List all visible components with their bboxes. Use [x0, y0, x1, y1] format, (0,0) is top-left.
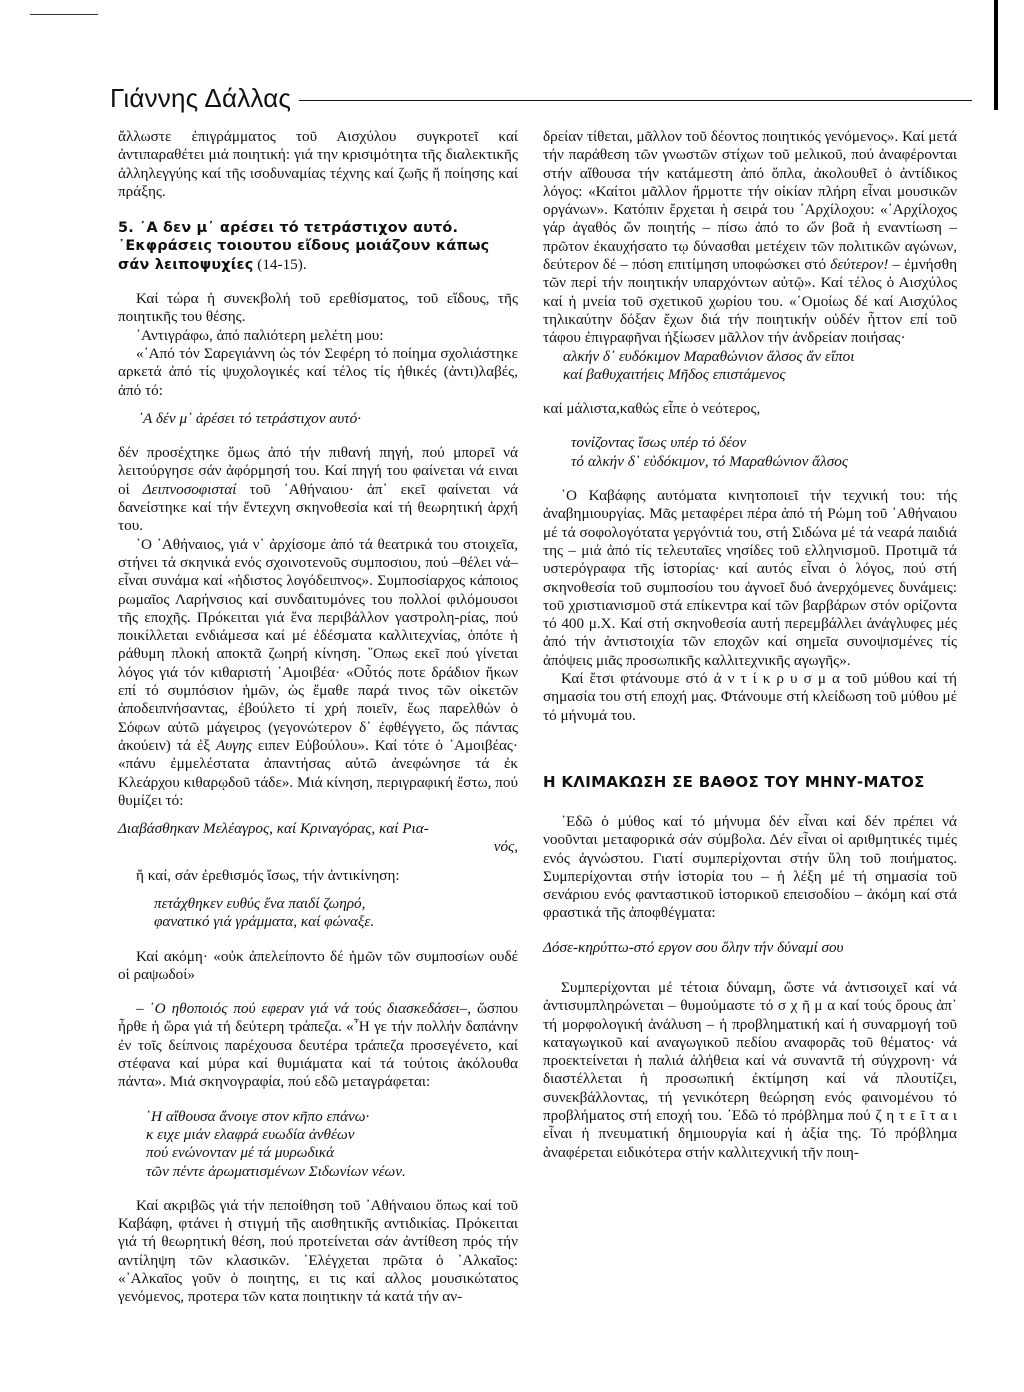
quote-line: Διαβάσθηκαν Μελέαγρος, καί Κριναγόρας, καί Ρια-	[118, 820, 429, 838]
text-run: τοῦ ᾿Αθήναιου· ἀπ᾿ εκεῖ φαίνεται νά δανείστηκε καί τήν ἔντεχνη σκηνοθεσία καί τή θεωρητική ἀρχή του.	[118, 480, 518, 535]
quote-line: πετάχθηκεν ευθύς ἕνα παιδί ζωηρό,	[154, 894, 366, 912]
text-run: δέν προσέχτηκε ὅμως ἀπό τήν πιθανή πηγή, πού μπορεῖ νά λειτούργησε σάν ἀφόρμησή του.	[118, 444, 518, 480]
heading-line: 5. ᾿Α δεν μ᾿ αρέσει τό τετράστιχον αυτό.	[118, 220, 459, 237]
quote-line: πού ενώνονταν μέ τά μυρωδικά	[146, 1144, 335, 1162]
quote-line: φανατικό γιά γράμματα, καί φώναξε.	[154, 913, 375, 931]
paragraph: Καί ἔτσι φτάνουμε στό ἀ ν τ ί κ ρ υ σ μ α τοῦ μύθου καί τή σημασία του στή εποχή μας. Φτάνουμε στή κλείδωση τοῦ μύθου μέ τό μήνυμά του.	[543, 670, 957, 724]
heading-ref: (14-15).	[253, 255, 307, 273]
text-run: Καί πηγή του φαίνεται νά ειναι οἱ	[118, 462, 518, 498]
text-run: ὥσπου ἦρθε ἡ ὥρα γιά τή δεύτερη τράπεζα. «῏Η γε τήν πολλήν δαπάνην ἐν τοῖς δείπνοις παρέχουσα δευτέρα τράπεζα προσεγένετο, καί στέφανα καί μύρα καί θυμιάματα καί τά τούτοις ἀκόλουθα πάντα». Μιά σκηνογραφία, πού εδῶ μεταγράφεται:	[118, 1000, 519, 1091]
text-run-italic: ὤν	[806, 219, 825, 237]
quote-block	[543, 348, 957, 385]
top-rule	[30, 14, 98, 15]
paragraph: «᾿Από τόν Σαρεγιάννη ὡς τόν Σεφέρη τό ποίημα σχολιάστηκε αρκετά ἀπό τίς ψυχολογικές καί τέλος τίς ἠθικές (ἀντι)λαβές, ἀπό τό:	[118, 344, 518, 399]
paragraph: καί μάλιστα,καθώς εἶπε ὁ νεότερος,	[543, 400, 761, 418]
right-column	[543, 128, 957, 1162]
text-run: –	[136, 1000, 150, 1018]
author-name: Γιάννης Δάλλας	[110, 82, 292, 113]
paragraph: ῾Ο Καβάφης αυτόματα κινητοποιεῖ τήν τεχνική του: τής ἀναβημιουργίας. Μᾶς μεταφέρει πέρα ἀπό τή Ρώμη τοῦ ᾿Αθήναιου μέ τά σοφολογότατα γεργόντιά του, στή Σιδώνα μέ τά νεαρά παιδιά της – μιά ἀπό τίς τελευταῖες νησίδες τοῦ ελληνισμοῦ. Προτιμᾶ τά υστερόγραφα τῆς ἱστορίας· καί αυτός εἶναι ὁ λόγος, πού στή σκηνοθεσία τοῦ συμποσίου του ἀγνοεῖ δυό ἀνερχόμενες δυνάμεις: τοῦ χριστιανισμοῦ στά επίκεντρα καί τῶν βαρβάρων στόν ορίζοντα τό 400 μ.Χ. Καί στή σκηνοθεσία αυτή περεμβάλλει ἀνάγλυφες μές ἀπό τήν ἀντιστοιχία τῶν εποχῶν καί σημεῖα συνοψισμένες τίς ἀπόψεις μιᾶς προσωπικῆς καλλιτεχνικῆς αγωγῆς».	[543, 487, 957, 669]
text-run: – ἐμνήσθη τῶν περί τήν ποιητικήν υπαρχόντων αὐτῷ». Καί τέλος ὁ Αισχύλος καί ἡ μνεία τοῦ σχετικοῦ χωρίου του. «῾Ομοίως δέ καί Αισχύλος τηλικαύτην δόξαν ἔχων διά τήν ποιητικήν οὐδέν ἧττον επί τοῦ τάφου ἐπιγραφῆναι ἠξίωσεν μᾶλλον τήν ἀνδρείαν ποιήσας·	[543, 256, 958, 347]
text-run-italic: δεύτερον!	[830, 256, 889, 274]
heading-line: ᾿Εκφράσεις τοιουτου εἴδους μοιάζουν κάπως	[118, 238, 490, 255]
quote-block	[118, 1108, 518, 1181]
paragraph: Καί τώρα ἡ συνεκβολή τοῦ ερεθίσματος, τοῦ εἴδους, τῆς ποιητικῆς του θέσης.	[118, 290, 518, 326]
paragraph	[543, 128, 957, 348]
paragraph: ᾿Εδῶ ὁ μύθος καί τό μήνυμα δέν εἶναι καί δέν πρέπει νά νοοῦνται μεταφορικά σάν σύμβολα. Δέν εἶναι οἱ αριθμητικές τιμές ενός ἀγνώστου. Γιατί συμπερίχονται στήν ὕλη τοῦ ποιήματος. Συμπερίχονται στήν ἱστορία του – ἡ λέξη μέ τή σημασία τοῦ σενάριου ενός φανταστικοῦ ἱστορικοῦ επεισοδίου – ἀκόμη καί στά φραστικά τῆς ἀποφθέγματα:	[543, 812, 957, 922]
text-run: ειπεν Εὐβούλου». Καί τότε ὁ ᾿Αμοιβέας· «πάνυ ἐμμελέστατα ἀπαντήσας αὐτῶ ἀνεφώνησε τά ἐκ Κλεάρχου κιθαρῳδοῦ τάδε». Μιά κίνηση, περιγραφική ἔστω, πού θυμίζει τό:	[118, 736, 518, 809]
quote-line: τό αλκήν δ᾿ εὐδόκιμον, τό Μαραθώνιον ἄλσος	[571, 452, 848, 470]
paragraph: ᾿Αντιγράφω, ἀπό παλιότερη μελέτη μου:	[136, 326, 384, 344]
text-run-italic: ῾Ο ηθοποιός πού εφεραν γιά νά τούς διασκεδάσει–,	[149, 1000, 472, 1018]
paragraph	[118, 444, 518, 535]
quote-line: τονίζοντας ἴσως υπέρ τό δέον	[571, 434, 747, 452]
quote-line: καί βαθυχαιτήεις Μῆδος επιστάμενος	[563, 365, 786, 383]
quote-line-end: νός,	[493, 838, 518, 856]
quote-line: Δόσε-κηρύττω-στό εργον σου ὅλην τήν δύναμί σου	[543, 938, 844, 956]
paragraph: ἄλλωστε ἐπιγράμματος τοῦ Αισχύλου συγκροτεῖ καί ἀντιπαραθέτει μιά ποιητική: γιά την κρισιμότητα τῆς διαλεκτικῆς ἀλληλεγγύης καί τῆς ισοδυναμίας τέχνης καί ζωῆς ἤ ποίησης καί πράξης.	[118, 128, 518, 200]
quote-line: τῶν πέντε ἀρωματισμένων Σιδωνίων νέων.	[146, 1162, 406, 1180]
quote-line: ῾Η αἴθουσα ἄνοιγε στον κῆπο επάνω·	[146, 1107, 370, 1125]
paragraph	[118, 1000, 518, 1091]
paragraph: ἤ καί, σάν ἐρεθισμός ἴσως, τήν ἀντικίνηση:	[136, 866, 400, 884]
paragraph	[118, 536, 518, 810]
header-rule	[299, 100, 972, 101]
quote-block	[118, 895, 518, 932]
quote-line: ᾿Α δέν μ᾿ ἀρέσει τό τετράστιχον αυτό·	[138, 409, 362, 427]
text-run: ῾Ο ᾿Αθήναιος, γιά ν᾿ ἀρχίσομε ἀπό τά θεατρικά του στοιχεῖα, στήνει τά σκηνικά ενός σχοινοτενοῦς συμποσιου, πού –θέλει νά– εἶναι συνάμα καί «ἡδιστος λογόδειπνος». Συμποσίαρχος κάποιος ρωμαῖος Λαρήνσιος καί συνδαιτυμόνες του πολλοί φιλόμουσοι τῆς εποχῆς. Πρόκειται γιά ἕνα περιβάλλον γαστρολη-ρίας, πού ποικίλλεται ενδιάμεσα καί μέ ἐδέσματα καλλιτεχνίας, ὁπότε ἡ ράθυμη πλοκή αποκτᾶ ζωηρή κίνηση. ῞Οπως εκεῖ πού γίνεται λόγος γιά τόν κιθαριστή ᾿Αμοιβέα· «Οὗτός ποτε δράδιον ἥκων επί τό συμπόσιον ἡμῶν, ὡς ἔμαθε παρά τινος τῶν οἰκετῶν ἀποδειπνήσαντας, ἐβούλετο τί χρή ποιεῖν, ἕως παρελθών ὁ Σόφων αὐτῶ μάγειρος (γεγονώτερον δ᾿ ἐφθέγγετο, ὥς πάντας ἀκούειν) τά ἐξ	[118, 535, 518, 754]
text-run-italic: Δειπνοσοφισταί	[142, 480, 237, 498]
edge-bar	[994, 0, 998, 110]
paragraph: Καί ακόμη· «οὐκ ἀπελείποντο δέ ἡμῶν τῶν συμποσίων ουδέ οἱ ραψωδοί»	[118, 947, 518, 983]
paragraph: Συμπερίχονται μέ τέτοια δύναμη, ὥστε νά ἀντισοιχεῖ καί νά ἀντισυμπληρώνεται – θυμούμαστε τό σ χ ῆ μ α καί τούς ὅρους ἀπ᾿ τή μορφολογική ἀνάλυση – ἡ προβληματική καί ἡ συναρμογή τοῦ καταγωγικοῦ καί αναγωγικοῦ πεδίου αναφορᾶς τοῦ θέματος· νά προεκτείνεται ἡ παλιά ἀλήθεια καί νά συναντᾶ τή σύγχρονη· νά διαστέλλεται ἡ προσωπική ἐκτίμηση καί νά πλουτίζει, συνεκβάλλοντας, τή γενικότερη θεώρηση ενός φαινομένου τό προβλήματος στή εποχή του. ᾿Εδῶ τό πρόβλημα πού ζ η τ ε ῖ τ α ι εἶναι ἡ πνευματική δημιουργία καί ἡ ἀξία της. Τό πρόβλημα ἀναφέρεται ειδικότερα στήν καλλιτεχνική τῆν ποιη-	[543, 978, 957, 1161]
quote-line: αλκήν δ᾿ ευδόκιμον Μαραθώνιον ἄλσος ἄν εἴποι	[563, 347, 855, 365]
text-run: δρείαν τίθεται, μᾶλλον τοῦ δέοντος ποιητικός γενόμενος». Καί μετά τήν παράθεση τῶν γνωστῶν στίχων τοῦ μελικοῦ, πού ἀναφέρονται στήν αἴθουσα τήν κατάμεστη ἀπό ὅπλα, ἀκολουθεῖ ὁ ἀντίδικος λόγος: «Καίτοι μᾶλλον ἥρμοττε τήν οἰκίαν πλήρη εἶναι μουσικῶν οργάνων». Κατόπιν ἔρχεται ἡ σειρά του ᾿Αρχίλοχου: «᾿Αρχίλοχος γάρ ἀγαθός ὤν ποιητής – πίσω ἀπό το	[543, 128, 957, 237]
quote-block	[543, 434, 957, 471]
section-5-heading	[118, 219, 518, 274]
section-title: Η ΚΛΙΜΑΚΩΣΗ ΣΕ ΒΑΘΟΣ ΤΟΥ ΜΗΝΥ-ΜΑΤΟΣ	[543, 772, 925, 791]
heading-line: σάν λειποψυχίες	[118, 256, 254, 273]
paragraph: Καί ακριβῶς γιά τήν πεποίθηση τοῦ ᾿Αθήναιου ὅπως καί τοῦ Καβάφη, φτάνει ἡ στιγμή τῆς αισθητικῆς αντιδικίας. Πρόκειται γιά τή θεωρητική θέση, πού προτείνεται σάν ἀντίθεση πρός τήν αντίληψη τῶν κλασικῶν. ᾿Ελέγχεται πρῶτα ὁ ᾿Αλκαῖος: «᾿Αλκαῖος γοῦν ὁ ποιητης, ει τις καί αλλος μουσικώτατος γενόμενος, προτερα τῶν κατα ποιητικην τά κατά τήν αν-	[118, 1196, 518, 1306]
text-run-italic: Αυγης	[215, 736, 252, 754]
running-header	[110, 78, 972, 118]
quote-line: κ ειχε μιάν ελαφρά ευωδία ἀνθέων	[146, 1125, 355, 1143]
text-run: βοᾶ ἡ εναντίωση – πρῶτον ἐκαυχήσατο τῳ δύνασθαι μετέχειν τῶν πολιτικῶν αγώνων, δεύτερον δέ – πόση επιτίμηση υποφώσκει στό	[543, 219, 957, 274]
left-column	[118, 128, 518, 1307]
